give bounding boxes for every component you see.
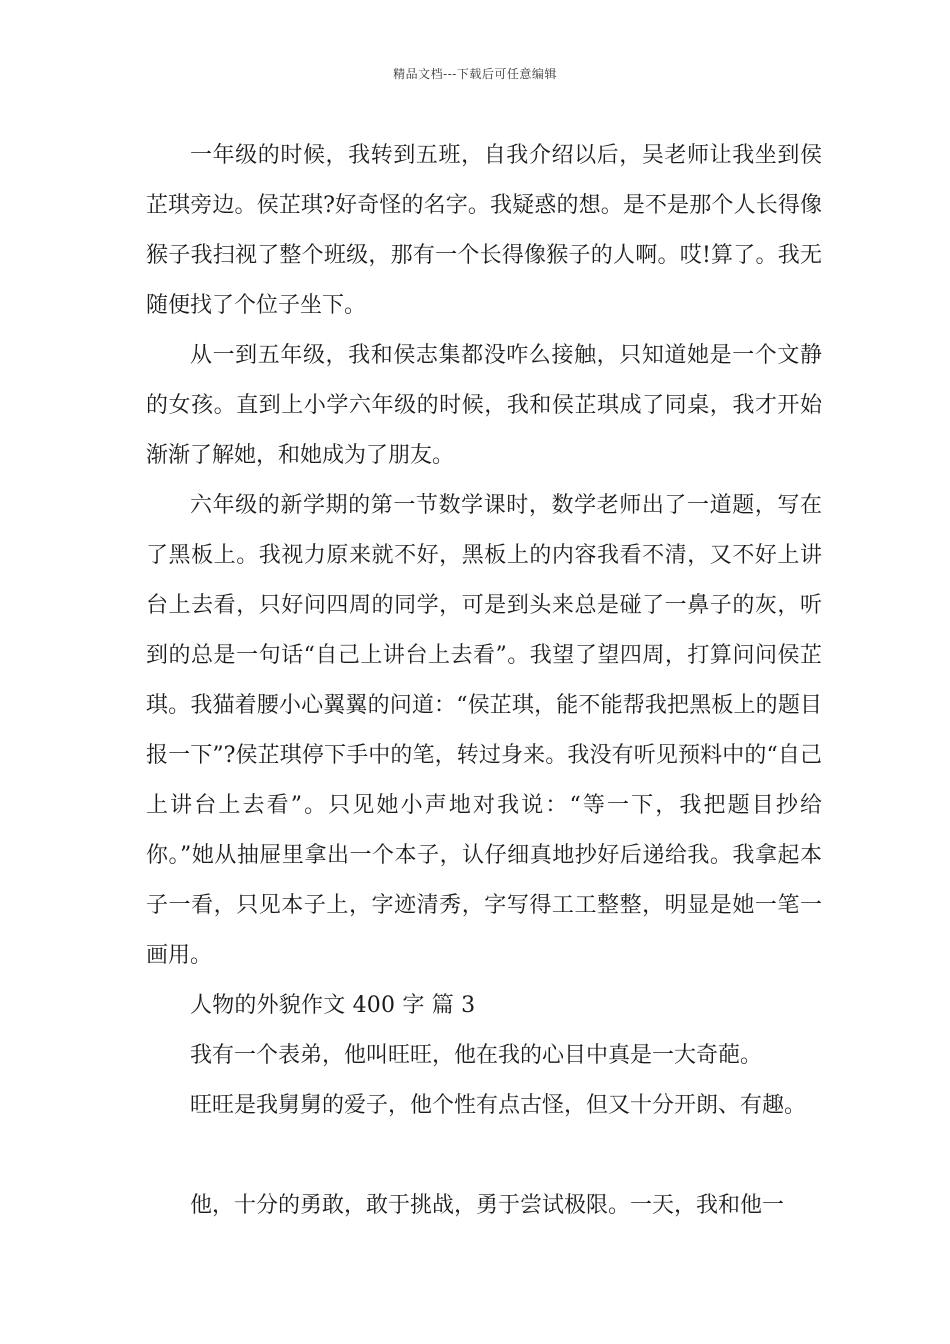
document-body xyxy=(146,131,822,1231)
page-header: 精品文档---下载后可任意编辑 xyxy=(393,67,557,81)
blank-space xyxy=(146,1131,822,1181)
line-2: 旺旺是我舅舅的爱子，他个性有点古怪，但又十分开朗、有趣。 xyxy=(190,1093,807,1118)
section-title: 人物的外貌作文 400 字 篇 3 xyxy=(190,993,476,1018)
line-1: 我有一个表弟，他叫旺旺，他在我的心目中真是一大奇葩。 xyxy=(190,1043,763,1068)
paragraph-3: 六年级的新学期的第一节数学课时，数学老师出了一道题，写在了黑板上。我视力原来就不好，黑板上的内容我看不清，又不好上讲台上去看，只好问四周的同学，可是到头来总是碰了一鼻子的灰，听到的总是一句话“自己上讲台上去看”。我望了望四周，打算问问侯芷琪。我猫着腰小心翼翼的问道：“侯芷琪，能不能帮我把黑板上的题目报一下”?侯芷琪停下手中的笔，转过身来。我没有听见预料中的“自己上讲台上去看”。只见她小声地对我说：“等一下，我把题目抄给你。”她从抽屉里拿出一个本子，认仔细真地抄好后递给我。我拿起本子一看，只见本子上，字迹清秀，字写得工工整整，明显是她一笔一画用。 xyxy=(146,493,822,968)
paragraph-last: 他，十分的勇敢，敢于挑战，勇于尝试极限。一天，我和他一 xyxy=(190,1193,785,1218)
paragraph-2: 从一到五年级，我和侯志集都没咋么接触，只知道她是一个文静的女孩。直到上小学六年级的时候，我和侯芷琪成了同桌，我才开始渐渐了解她，和她成为了朋友。 xyxy=(146,343,822,468)
paragraph-1: 一年级的时候，我转到五班，自我介绍以后，吴老师让我坐到侯芷琪旁边。侯芷琪?好奇怪的名字。我疑惑的想。是不是那个人长得像猴子我扫视了整个班级，那有一个长得像猴子的人啊。哎!算了。我无随便找了个位子坐下。 xyxy=(146,143,822,318)
